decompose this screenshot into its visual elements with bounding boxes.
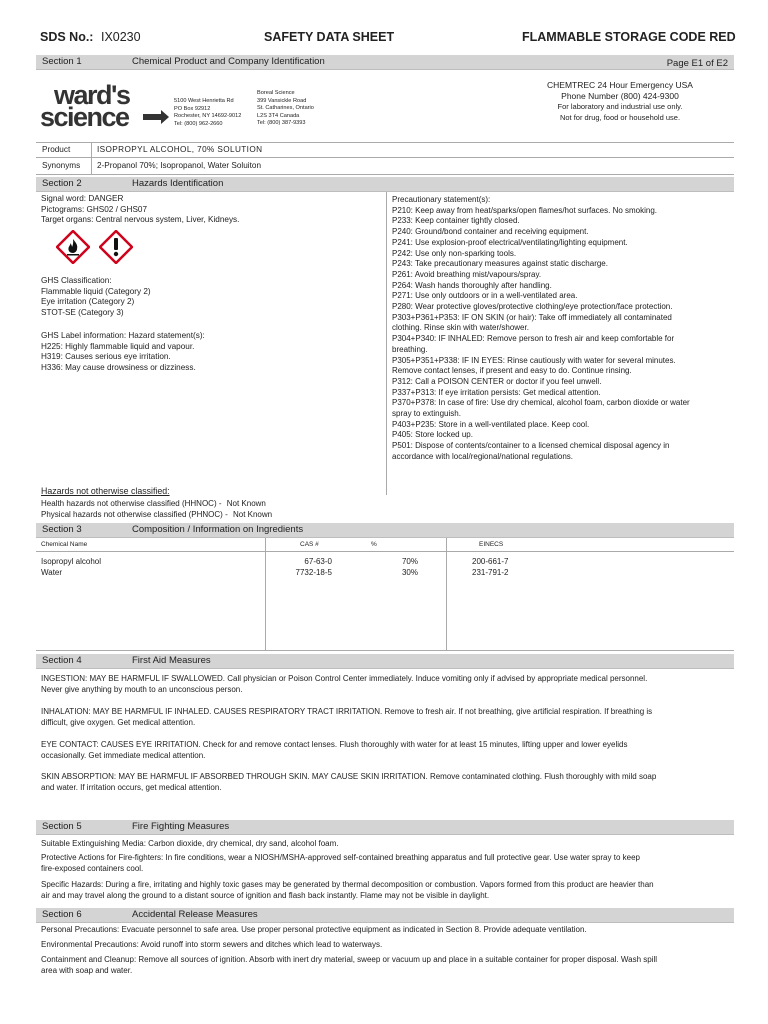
address-usa — [174, 98, 241, 128]
paragraph-line: INHALATION: MAY BE HARMFUL IF INHALED. CAUSES RESPIRATORY TRACT IRRITATION. Remove to fresh air. If not breathing, give artificial respiration. If breathing is — [41, 707, 653, 716]
section-1-header — [36, 55, 734, 70]
precaution-line: clothing. Rinse skin with water/shower. — [392, 323, 529, 333]
address-line: 399 Vansickle Road — [257, 97, 307, 104]
cell-percent: 70% — [401, 557, 418, 566]
section-number: Section 5 — [42, 821, 82, 832]
cell-einecs: 200-661-7 — [472, 557, 509, 566]
precaution-line: spray to extinguish. — [392, 409, 461, 419]
section-number: Section 1 — [42, 56, 82, 67]
cell-chemical: Isopropyl alcohol — [41, 557, 102, 566]
precaution-line: P337+P313: If eye irritation persists: Get medical attention. — [392, 387, 601, 397]
product-value: ISOPROPYL ALCOHOL, 70% SOLUTION — [97, 145, 263, 154]
paragraph-line: Environmental Precautions: Avoid runoff into storm sewers and ditches which lead to waterways. — [41, 940, 383, 949]
section-6-header — [36, 908, 734, 923]
containment-cleanup — [41, 955, 657, 976]
specific-hazards — [41, 880, 654, 901]
synonyms-value: 2-Propanol 70%; Isopropanol, Water Soluiton — [97, 161, 261, 170]
product-label: Product — [42, 145, 71, 154]
section-number: Section 2 — [42, 178, 82, 189]
address-line: PO Box 92912 — [174, 105, 211, 112]
logo-text-science: science — [40, 102, 129, 132]
precaution-line: accordance with local/regional/national regulations. — [392, 451, 573, 461]
paragraph-line: Personal Precautions: Evacuate personnel to safe area. Use proper personal protective equipment as indicated in Section 8. Provide adequate ventilation. — [41, 925, 587, 934]
address-line: St. Catharines, Ontario — [257, 105, 314, 112]
first-aid-ingestion — [41, 674, 647, 695]
precaution-line: P240: Ground/bond container and receiving equipment. — [392, 227, 589, 237]
precaution-line: P233: Keep container tightly closed. — [392, 216, 520, 226]
precaution-line: P210: Keep away from heat/sparks/open flames/hot surfaces. No smoking. — [392, 205, 658, 215]
sds-value: IX0230 — [100, 30, 141, 44]
ghs-classification — [41, 276, 151, 318]
section-title: Fire Fighting Measures — [132, 821, 230, 832]
synonyms-label: Synonyms — [42, 161, 81, 170]
precautionary-statements — [392, 195, 690, 463]
cell-percent: 30% — [401, 568, 418, 577]
section-number: Section 3 — [42, 524, 82, 535]
address-line: Tel: (800) 962-2660 — [174, 120, 223, 127]
chemtrec-line: Phone Number (800) 424-9300 — [561, 91, 679, 101]
section-4-header — [36, 654, 734, 669]
paragraph-line: EYE CONTACT: CAUSES EYE IRRITATION. Check for and remove contact lenses. Flush thoroughly with water for at least 15 minutes, lifting upper and lower eyelids — [41, 740, 628, 749]
precaution-line: P403+P235: Store in a well-ventilated place. Keep cool. — [392, 419, 590, 429]
address-line: L2S 3T4 Canada — [257, 112, 300, 119]
target-organs: Target organs: Central nervous system, Liver, Kidneys. — [41, 215, 240, 225]
precaution-line: P280: Wear protective gloves/protective clothing/eye protection/face protection. — [392, 302, 673, 312]
paragraph-line: area with soap and water. — [41, 965, 133, 975]
section-title: Hazards Identification — [132, 178, 224, 189]
first-aid-skin-absorption — [41, 772, 656, 793]
signal-word: Signal word: DANGER — [41, 194, 124, 203]
paragraph-line: fire-exposed containers cool. — [41, 863, 144, 873]
section-title: Composition / Information on Ingredients — [132, 524, 304, 535]
first-aid-inhalation — [41, 707, 652, 728]
wards-science-logo — [40, 82, 170, 132]
cell-cas: 67-63-0 — [304, 557, 332, 566]
precaution-line: P312: Call a POISON CENTER or doctor if you feel unwell. — [392, 376, 602, 386]
section-number: Section 6 — [42, 909, 82, 920]
first-aid-eye-contact — [41, 740, 627, 761]
precaution-line: P303+P361+P353: IF ON SKIN (or hair): Take off immediately all contaminated — [392, 312, 672, 322]
section-number: Section 4 — [42, 655, 82, 666]
ghs-line: Flammable liquid (Category 2) — [41, 286, 151, 296]
chemtrec-line: Not for drug, food or household use. — [559, 112, 681, 122]
hnoc-title: Hazards not otherwise classified: — [41, 486, 170, 496]
col-cas: CAS # — [300, 541, 319, 548]
exclamation-pictogram-icon — [99, 230, 133, 264]
personal-precautions — [41, 925, 587, 936]
sds-number — [40, 30, 141, 44]
ghs-label-line: H225: Highly flammable liquid and vapour. — [41, 341, 195, 351]
section-5-header — [36, 820, 734, 835]
hnoc-health — [41, 499, 266, 510]
precaution-line: P304+P340: IF INHALED: Remove person to fresh air and keep comfortable for — [392, 334, 675, 344]
ghs-label-line: H336: May cause drowsiness or dizziness. — [41, 362, 196, 372]
precaution-line: P305+P351+P338: IF IN EYES: Rinse cautiously with water for several minutes. — [392, 355, 676, 365]
cell-cas: 7732-18-5 — [295, 568, 332, 577]
address-line: Tel: (800) 387-9393 — [257, 120, 306, 127]
pictograms: Pictograms: GHS02 / GHS07 — [41, 204, 148, 214]
environmental-precautions — [41, 940, 382, 951]
extinguishing-media — [41, 839, 339, 850]
ghs-label-line: GHS Label information: Hazard statement(s): — [41, 331, 205, 340]
paragraph-line: and water. If irritation occurs, get medical attention. — [41, 782, 222, 792]
paragraph-line: air and may travel along the ground to a distant source of ignition and flash back instantly. Flame may not be visible in daylight. — [41, 890, 490, 900]
section-title: First Aid Measures — [132, 655, 211, 666]
chemtrec-line: For laboratory and industrial use only. — [557, 102, 683, 111]
hnoc-physical — [41, 510, 272, 521]
precaution-line: Remove contact lenses, if present and easy to do. Continue rinsing. — [392, 366, 632, 376]
hnoc-phys-value: Not Known — [232, 510, 273, 519]
logo-text-wards: ward's — [54, 80, 130, 110]
ghs-line: GHS Classification: — [41, 276, 112, 285]
paragraph-line: difficult, give oxygen. Get medical attention. — [41, 717, 196, 727]
paragraph-line: occasionally. Get immediate medical attention. — [41, 750, 206, 760]
col-einecs: EINECS — [479, 541, 504, 548]
address-line: Boreal Science — [257, 90, 295, 96]
ghs-label-info — [41, 331, 205, 373]
precaution-line: P370+P378: In case of fire: Use dry chemical, alcohol foam, carbon dioxide or water — [392, 398, 690, 408]
col-chemical-name: Chemical Name — [41, 541, 88, 548]
paragraph-line: INGESTION: MAY BE HARMFUL IF SWALLOWED. Call physician or Poison Control Center immediately. Induce vomiting only if advised by appropriate medical personnel. — [41, 674, 648, 683]
flame-pictogram-icon — [56, 230, 90, 264]
precaution-line: P241: Use explosion-proof electrical/ventilating/lighting equipment. — [392, 237, 628, 247]
hazard-summary — [41, 194, 239, 226]
fire-fighter-actions — [41, 853, 640, 874]
ghs-line: STOT-SE (Category 3) — [41, 307, 124, 317]
ghs-label-line: H319: Causes serious eye irritation. — [41, 352, 171, 362]
paragraph-line: SKIN ABSORPTION: MAY BE HARMFUL IF ABSORBED THROUGH SKIN. MAY CAUSE SKIN IRRITATION. Remove contaminated clothing. Flush thoroughly with mild soap — [41, 772, 657, 781]
address-canada — [257, 90, 314, 128]
storage-code: FLAMMABLE STORAGE CODE RED — [522, 30, 736, 44]
precaution-line: P271: Use only outdoors or in a well-ventilated area. — [392, 291, 578, 301]
precaution-line: P243: Take precautionary measures against static discharge. — [392, 259, 608, 269]
document-title: SAFETY DATA SHEET — [264, 30, 395, 44]
precaution-line: P405: Store locked up. — [392, 430, 473, 440]
precaution-line: P264: Wash hands thoroughly after handling. — [392, 280, 552, 290]
paragraph-line: Suitable Extinguishing Media: Carbon dioxide, dry chemical, dry sand, alcohol foam. — [41, 839, 339, 848]
sds-label: SDS No.: — [40, 30, 94, 44]
paragraph-line: Specific Hazards: During a fire, irritating and highly toxic gases may be generated by thermal decomposition or combustion. Vapors formed from this product are heavier than — [41, 880, 654, 889]
logo-arrow-icon — [141, 108, 171, 128]
cell-einecs: 231-791-2 — [472, 568, 509, 577]
precaution-line: P501: Dispose of contents/container to a licensed chemical disposal agency in — [392, 441, 670, 451]
section-title: Chemical Product and Company Identification — [132, 56, 325, 67]
address-line: 5100 West Henrietta Rd — [174, 98, 234, 104]
address-line: Rochester, NY 14692-9012 — [174, 113, 242, 120]
precaution-line: breathing. — [392, 344, 428, 354]
chemtrec-line: CHEMTREC 24 Hour Emergency USA — [547, 80, 693, 90]
precaution-line: Precautionary statement(s): — [392, 195, 491, 204]
hnoc-health-label: Health hazards not otherwise classified (HHNOC) - — [41, 499, 222, 508]
section-title: Accidental Release Measures — [132, 909, 258, 920]
ghs-line: Eye irritation (Category 2) — [41, 297, 135, 307]
chemtrec-info — [520, 80, 720, 123]
paragraph-line: Protective Actions for Fire-fighters: In fire conditions, wear a NIOSH/MSHA-approved self-contained breathing apparatus and full protective gear. Use water spray to keep — [41, 853, 640, 862]
page-number: Page E1 of E2 — [666, 58, 728, 69]
section-3-header — [36, 523, 734, 538]
col-percent: % — [371, 541, 377, 548]
hnoc-health-value: Not Known — [226, 499, 266, 508]
paragraph-line: Never give anything by mouth to an unconscious person. — [41, 684, 243, 694]
precaution-line: P261: Avoid breathing mist/vapours/spray. — [392, 269, 542, 279]
paragraph-line: Containment and Cleanup: Remove all sources of ignition. Absorb with inert dry material, sweep or vacuum up and place in a suitable container for proper disposal. Wash spill — [41, 955, 658, 964]
section-2-header — [36, 177, 734, 192]
hnoc-phys-label: Physical hazards not otherwise classified (PHNOC) - — [41, 510, 228, 519]
cell-chemical: Water — [41, 568, 63, 577]
precaution-line: P242: Use only non-sparking tools. — [392, 248, 517, 258]
